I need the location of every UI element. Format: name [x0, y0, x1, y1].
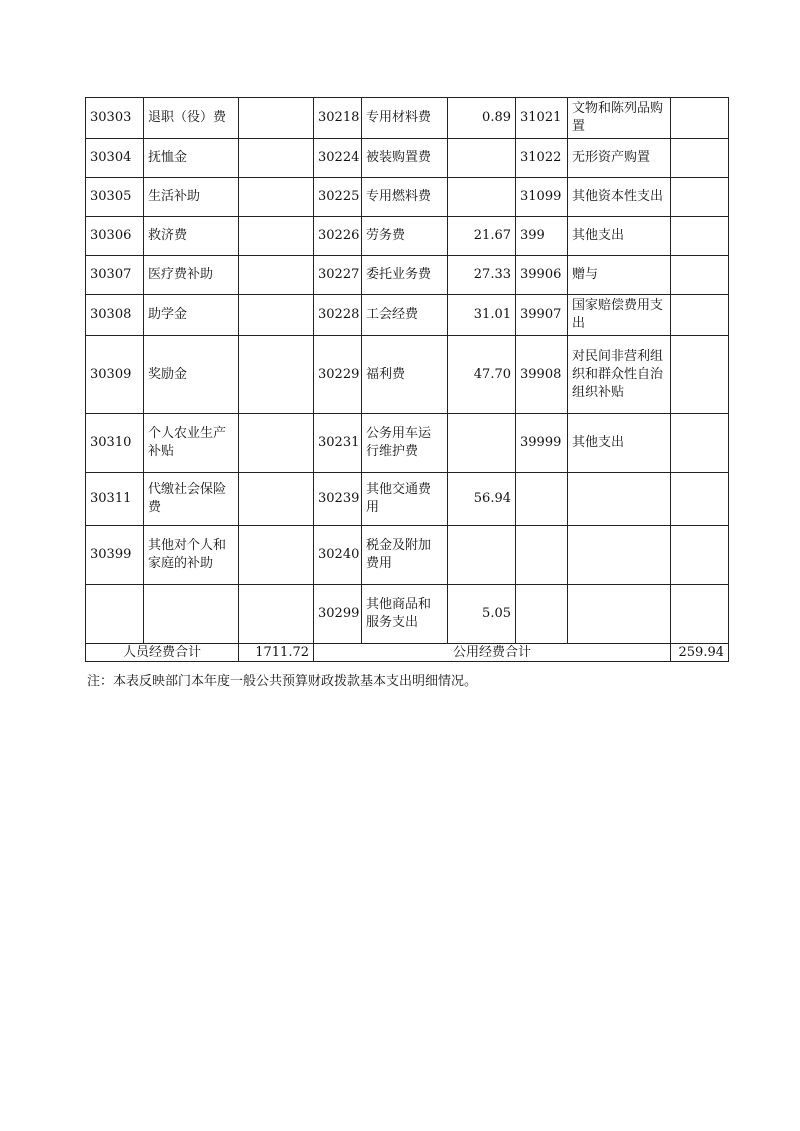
name-cell: 对民间非营利组织和群众性自治组织补贴 — [568, 336, 671, 414]
name-cell: 税金及附加费用 — [362, 526, 448, 585]
code-cell: 30310 — [86, 414, 144, 473]
name-cell: 公务用车运行维护费 — [362, 414, 448, 473]
name-cell: 医疗费补助 — [144, 256, 239, 295]
name-cell: 奖励金 — [144, 336, 239, 414]
amount-cell — [671, 98, 729, 139]
code-cell — [516, 473, 568, 526]
code-cell — [516, 585, 568, 644]
code-cell: 39999 — [516, 414, 568, 473]
amount-cell — [239, 473, 314, 526]
table-row — [86, 336, 729, 414]
table-body — [86, 98, 729, 662]
name-cell: 专用材料费 — [362, 98, 448, 139]
name-cell: 专用燃料费 — [362, 178, 448, 217]
amount-cell — [239, 256, 314, 295]
amount-cell — [239, 526, 314, 585]
amount-cell: 21.67 — [448, 217, 516, 256]
table-row — [86, 414, 729, 473]
name-cell: 助学金 — [144, 295, 239, 336]
code-cell: 39906 — [516, 256, 568, 295]
amount-cell — [671, 585, 729, 644]
amount-cell: 27.33 — [448, 256, 516, 295]
code-cell: 31099 — [516, 178, 568, 217]
table-row — [86, 139, 729, 178]
code-cell — [516, 526, 568, 585]
code-cell: 30228 — [314, 295, 362, 336]
table-row — [86, 295, 729, 336]
code-cell: 30399 — [86, 526, 144, 585]
amount-cell — [671, 473, 729, 526]
code-cell: 30239 — [314, 473, 362, 526]
code-cell: 30304 — [86, 139, 144, 178]
code-cell: 39907 — [516, 295, 568, 336]
name-cell: 赠与 — [568, 256, 671, 295]
code-cell — [86, 585, 144, 644]
name-cell: 其他支出 — [568, 414, 671, 473]
name-cell — [568, 526, 671, 585]
amount-cell: 47.70 — [448, 336, 516, 414]
name-cell: 个人农业生产补贴 — [144, 414, 239, 473]
totals-row — [86, 644, 729, 662]
code-cell: 30299 — [314, 585, 362, 644]
amount-cell — [671, 256, 729, 295]
code-cell: 30231 — [314, 414, 362, 473]
name-cell: 其他商品和服务支出 — [362, 585, 448, 644]
name-cell: 其他交通费用 — [362, 473, 448, 526]
table-row — [86, 526, 729, 585]
name-cell — [144, 585, 239, 644]
amount-cell — [448, 526, 516, 585]
table-row — [86, 217, 729, 256]
amount-cell — [671, 336, 729, 414]
code-cell: 30240 — [314, 526, 362, 585]
code-cell: 30311 — [86, 473, 144, 526]
name-cell: 无形资产购置 — [568, 139, 671, 178]
name-cell: 其他资本性支出 — [568, 178, 671, 217]
code-cell: 30218 — [314, 98, 362, 139]
code-cell: 30305 — [86, 178, 144, 217]
code-cell: 399 — [516, 217, 568, 256]
name-cell — [568, 473, 671, 526]
code-cell: 30309 — [86, 336, 144, 414]
name-cell: 文物和陈列品购置 — [568, 98, 671, 139]
name-cell: 被装购置费 — [362, 139, 448, 178]
amount-cell: 5.05 — [448, 585, 516, 644]
table-row — [86, 585, 729, 644]
amount-cell — [239, 178, 314, 217]
table-row — [86, 256, 729, 295]
code-cell: 30306 — [86, 217, 144, 256]
amount-cell — [671, 139, 729, 178]
name-cell: 代缴社会保险费 — [144, 473, 239, 526]
code-cell: 31021 — [516, 98, 568, 139]
name-cell: 退职（役）费 — [144, 98, 239, 139]
code-cell: 30308 — [86, 295, 144, 336]
table-row — [86, 178, 729, 217]
amount-cell — [239, 98, 314, 139]
expenditure-detail-table — [85, 97, 729, 662]
code-cell: 30303 — [86, 98, 144, 139]
name-cell — [568, 585, 671, 644]
personnel-total-value: 1711.72 — [239, 644, 314, 662]
code-cell: 30226 — [314, 217, 362, 256]
name-cell: 救济费 — [144, 217, 239, 256]
amount-cell — [671, 526, 729, 585]
name-cell: 抚恤金 — [144, 139, 239, 178]
amount-cell — [671, 295, 729, 336]
name-cell: 国家赔偿费用支出 — [568, 295, 671, 336]
amount-cell — [671, 217, 729, 256]
public-total-value: 259.94 — [671, 644, 729, 662]
code-cell: 39908 — [516, 336, 568, 414]
table-row — [86, 98, 729, 139]
name-cell: 生活补助 — [144, 178, 239, 217]
amount-cell — [239, 585, 314, 644]
code-cell: 30224 — [314, 139, 362, 178]
code-cell: 31022 — [516, 139, 568, 178]
amount-cell — [239, 295, 314, 336]
amount-cell — [448, 414, 516, 473]
amount-cell: 56.94 — [448, 473, 516, 526]
code-cell: 30225 — [314, 178, 362, 217]
name-cell: 劳务费 — [362, 217, 448, 256]
name-cell: 其他支出 — [568, 217, 671, 256]
table-row — [86, 473, 729, 526]
amount-cell — [448, 139, 516, 178]
amount-cell: 0.89 — [448, 98, 516, 139]
name-cell: 工会经费 — [362, 295, 448, 336]
amount-cell: 31.01 — [448, 295, 516, 336]
code-cell: 30227 — [314, 256, 362, 295]
amount-cell — [671, 414, 729, 473]
code-cell: 30229 — [314, 336, 362, 414]
name-cell: 委托业务费 — [362, 256, 448, 295]
personnel-total-label: 人员经费合计 — [86, 644, 239, 662]
amount-cell — [239, 414, 314, 473]
amount-cell — [671, 178, 729, 217]
name-cell: 福利费 — [362, 336, 448, 414]
code-cell: 30307 — [86, 256, 144, 295]
amount-cell — [239, 336, 314, 414]
table-note: 注：本表反映部门本年度一般公共预算财政拨款基本支出明细情况。 — [87, 674, 478, 689]
name-cell: 其他对个人和家庭的补助 — [144, 526, 239, 585]
amount-cell — [239, 139, 314, 178]
amount-cell — [239, 217, 314, 256]
public-total-label: 公用经费合计 — [314, 644, 671, 662]
amount-cell — [448, 178, 516, 217]
